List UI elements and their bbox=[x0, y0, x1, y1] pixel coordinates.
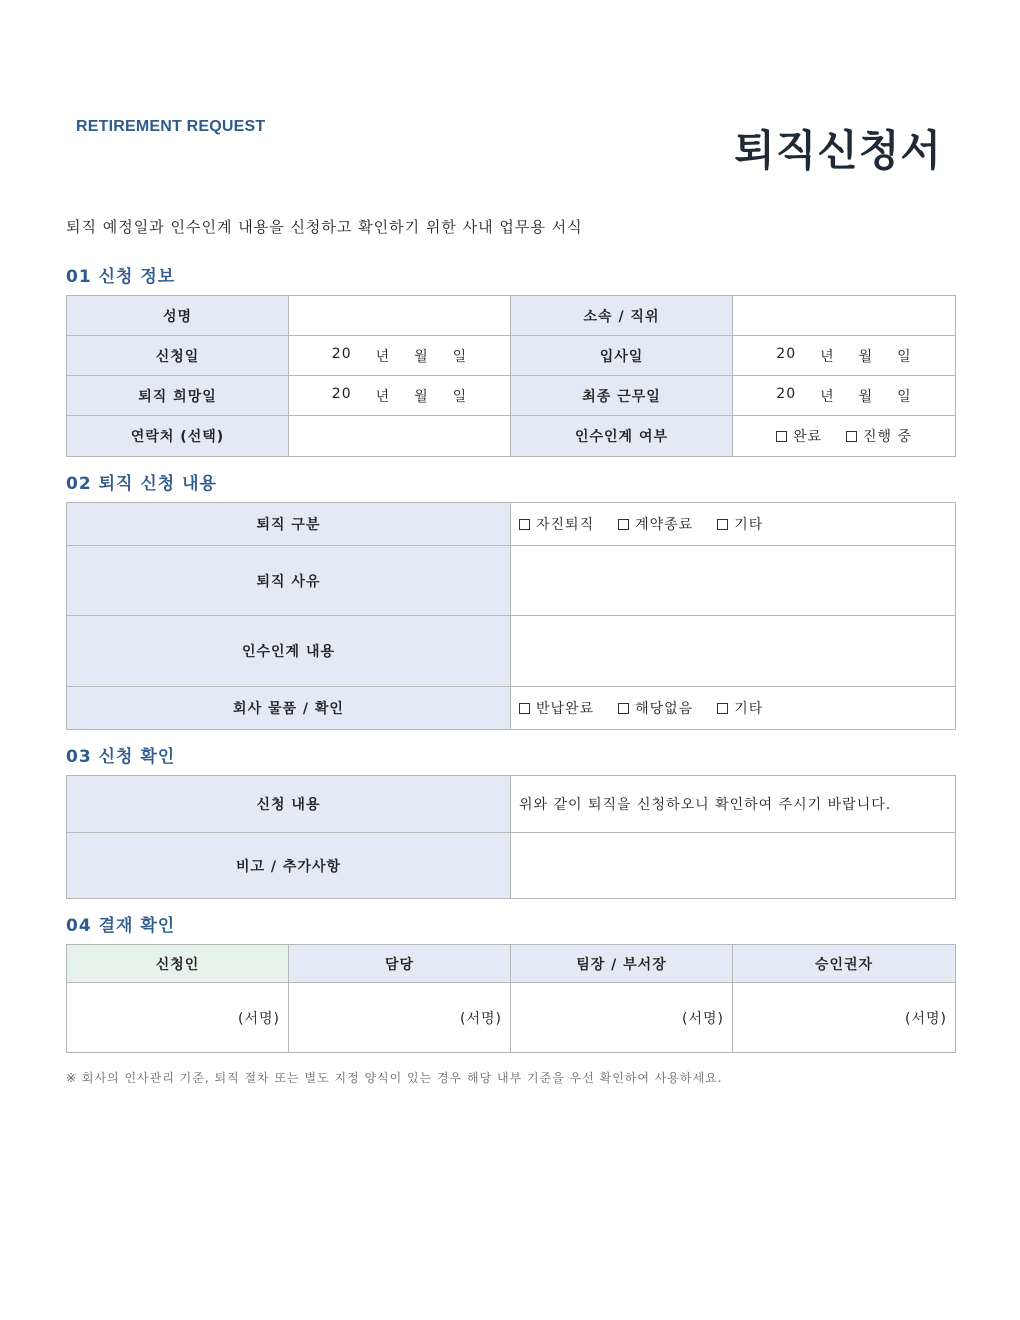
date-year-prefix: 20 bbox=[331, 345, 352, 362]
name-field[interactable] bbox=[289, 296, 511, 336]
option-label: 기타 bbox=[734, 701, 764, 717]
department-position-field[interactable] bbox=[733, 296, 956, 336]
checkbox-icon[interactable] bbox=[717, 703, 728, 714]
date-month-unit: 월 bbox=[414, 388, 429, 405]
section-title-application-info: 01 신청 정보 bbox=[66, 267, 176, 287]
retirement-content-table bbox=[66, 502, 956, 730]
other-items-option[interactable] bbox=[717, 698, 763, 718]
other-type-option[interactable] bbox=[717, 514, 763, 534]
request-content-label: 신청 내용 bbox=[67, 776, 511, 833]
not-applicable-option[interactable] bbox=[618, 698, 693, 718]
approver-team-lead-label: 팀장 / 부서장 bbox=[511, 945, 733, 983]
english-title: RETIREMENT REQUEST bbox=[76, 118, 266, 135]
signature-label: (서명) bbox=[238, 1010, 280, 1027]
date-year-unit: 년 bbox=[375, 388, 391, 405]
company-items-label: 회사 물품 / 확인 bbox=[67, 687, 511, 730]
approver-final-label: 승인권자 bbox=[733, 945, 956, 983]
handover-complete-option[interactable] bbox=[776, 426, 822, 446]
date-day-unit: 일 bbox=[897, 388, 912, 405]
section-title-approval: 04 결재 확인 bbox=[66, 916, 176, 936]
contact-label: 연락처 (선택) bbox=[67, 416, 289, 457]
retirement-reason-field[interactable] bbox=[511, 546, 956, 616]
checkbox-icon[interactable] bbox=[776, 431, 787, 442]
apply-date-label: 신청일 bbox=[67, 336, 289, 376]
document-title: 퇴직신청서 bbox=[734, 126, 942, 175]
option-label: 완료 bbox=[792, 429, 823, 445]
join-date-field[interactable] bbox=[733, 336, 956, 376]
signature-label: (서명) bbox=[460, 1010, 502, 1027]
wish-date-field[interactable] bbox=[289, 376, 511, 416]
last-work-date-field[interactable] bbox=[733, 376, 956, 416]
name-label: 성명 bbox=[67, 296, 289, 336]
date-year-unit: 년 bbox=[820, 348, 835, 365]
signature-label: (서명) bbox=[682, 1010, 724, 1027]
application-info-table bbox=[66, 295, 956, 457]
date-year-unit: 년 bbox=[820, 388, 835, 405]
option-label: 계약종료 bbox=[635, 517, 694, 533]
retirement-type-label: 퇴직 구분 bbox=[67, 503, 511, 546]
team-lead-signature-field[interactable] bbox=[511, 983, 733, 1053]
manager-signature-field[interactable] bbox=[289, 983, 511, 1053]
checkbox-icon[interactable] bbox=[519, 703, 530, 714]
option-label: 반납완료 bbox=[536, 701, 595, 717]
checkbox-icon[interactable] bbox=[618, 703, 629, 714]
last-work-date-label: 최종 근무일 bbox=[511, 376, 733, 416]
footer-note: ※ 회사의 인사관리 기준, 퇴직 절차 또는 별도 지정 양식이 있는 경우 해당 내부 기준을 우선 확인하여 사용하세요. bbox=[66, 1071, 723, 1085]
contract-end-option[interactable] bbox=[618, 514, 693, 534]
handover-status-field bbox=[733, 416, 956, 457]
signature-label: (서명) bbox=[905, 1010, 947, 1027]
handover-content-field[interactable] bbox=[511, 616, 956, 687]
final-approver-signature-field[interactable] bbox=[733, 983, 956, 1053]
handover-status-label: 인수인계 여부 bbox=[511, 416, 733, 457]
date-day-unit: 일 bbox=[897, 348, 912, 365]
date-day-unit: 일 bbox=[452, 388, 468, 405]
checkbox-icon[interactable] bbox=[846, 431, 857, 442]
option-label: 진행 중 bbox=[863, 429, 913, 445]
document-subtitle: 퇴직 예정일과 인수인계 내용을 신청하고 확인하기 위한 사내 업무용 서식 bbox=[66, 218, 583, 236]
option-label: 해당없음 bbox=[635, 701, 694, 717]
request-content-text: 위와 같이 퇴직을 신청하오니 확인하여 주시기 바랍니다. bbox=[511, 776, 956, 833]
approval-table bbox=[66, 944, 956, 1053]
date-month-unit: 월 bbox=[858, 388, 874, 405]
date-day-unit: 일 bbox=[452, 348, 468, 365]
date-year-prefix: 20 bbox=[776, 345, 797, 362]
apply-date-field[interactable] bbox=[289, 336, 511, 376]
approver-manager-label: 담당 bbox=[289, 945, 511, 983]
date-month-unit: 월 bbox=[414, 348, 429, 365]
voluntary-option[interactable] bbox=[519, 514, 594, 534]
section-title-confirmation: 03 신청 확인 bbox=[66, 747, 176, 767]
handover-content-label: 인수인계 내용 bbox=[67, 616, 511, 687]
join-date-label: 입사일 bbox=[511, 336, 733, 376]
checkbox-icon[interactable] bbox=[519, 519, 530, 530]
applicant-signature-field[interactable] bbox=[67, 983, 289, 1053]
retirement-reason-label: 퇴직 사유 bbox=[67, 546, 511, 616]
company-items-field bbox=[511, 687, 956, 730]
wish-date-label: 퇴직 희망일 bbox=[67, 376, 289, 416]
option-label: 기타 bbox=[734, 517, 764, 533]
section-title-retirement-content: 02 퇴직 신청 내용 bbox=[66, 474, 217, 494]
date-year-prefix: 20 bbox=[776, 385, 797, 402]
confirmation-table bbox=[66, 775, 956, 899]
remarks-label: 비고 / 추가사항 bbox=[67, 833, 511, 899]
remarks-field[interactable] bbox=[511, 833, 956, 899]
contact-field[interactable] bbox=[289, 416, 511, 457]
returned-option[interactable] bbox=[519, 698, 594, 718]
date-year-unit: 년 bbox=[375, 348, 391, 365]
approver-applicant-label: 신청인 bbox=[67, 945, 289, 983]
checkbox-icon[interactable] bbox=[618, 519, 629, 530]
date-month-unit: 월 bbox=[858, 348, 874, 365]
department-position-label: 소속 / 직위 bbox=[511, 296, 733, 336]
option-label: 자진퇴직 bbox=[536, 517, 595, 533]
retirement-type-field bbox=[511, 503, 956, 546]
date-year-prefix: 20 bbox=[331, 385, 352, 402]
handover-in-progress-option[interactable] bbox=[846, 426, 912, 446]
checkbox-icon[interactable] bbox=[717, 519, 728, 530]
